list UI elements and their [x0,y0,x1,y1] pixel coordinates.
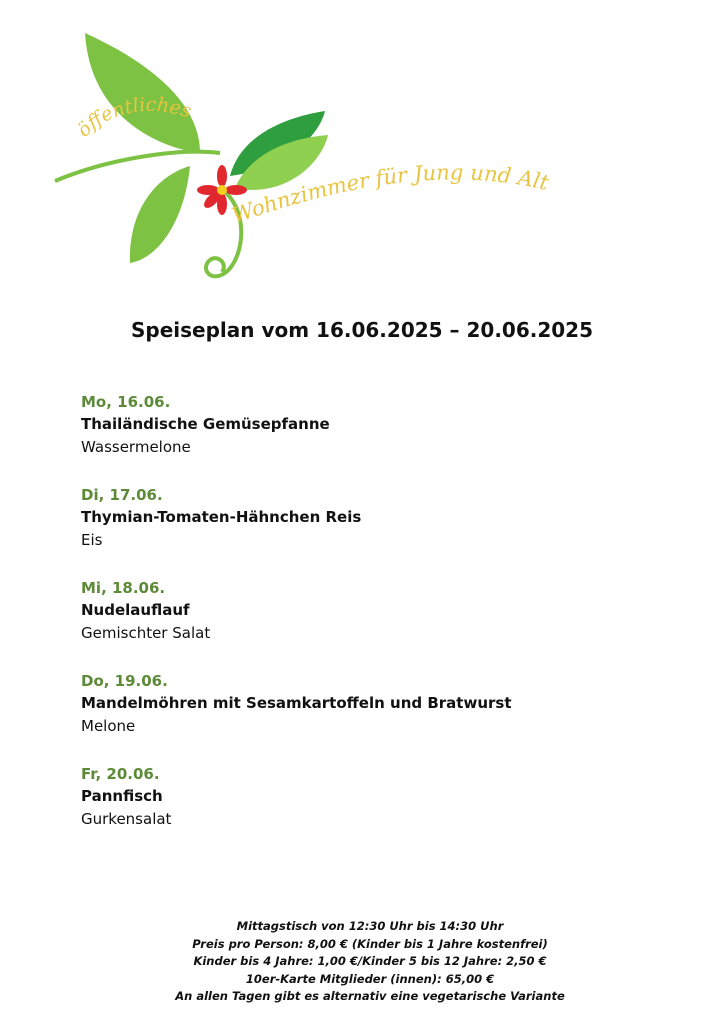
day-date: Mi, 18.06. [81,579,166,597]
day-side-dish: Wassermelone [81,438,191,456]
day-main-dish: Nudelauflauf [81,601,190,619]
footer-hours: Mittagstisch von 12:30 Uhr bis 14:30 Uhr [236,919,504,933]
day-main-dish: Thailändische Gemüsepfanne [81,415,330,433]
day-date: Fr, 20.06. [81,765,160,783]
footer-info [150,918,590,1006]
day-main-dish: Mandelmöhren mit Sesamkartoffeln und Bratwurst [81,694,512,712]
footer-vegetarian-note: An allen Tagen gibt es alternativ eine vegetarische Variante [175,989,565,1003]
menu-day-wed [81,577,681,670]
menu-list [81,391,681,856]
day-side-dish: Eis [81,531,103,549]
logo-text-line1: öffentliches [72,93,195,142]
day-side-dish: Melone [81,717,136,735]
day-side-dish: Gemischter Salat [81,624,211,642]
day-date: Do, 19.06. [81,672,168,690]
day-main-dish: Pannfisch [81,787,163,805]
menu-day-thu [81,670,681,763]
logo [50,28,640,298]
logo-text-line2: Wohnzimmer für Jung und Alt [228,160,552,228]
day-date: Di, 17.06. [81,486,163,504]
footer-price: Preis pro Person: 8,00 € (Kinder bis 1 Jahre kostenfrei) [192,936,548,951]
day-date: Mo, 16.06. [81,393,171,411]
leaf-flower-logo-icon [50,28,640,298]
menu-day-tue [81,484,681,577]
menu-day-mon [81,391,681,484]
day-side-dish: Gurkensalat [81,810,172,828]
footer-member-card: 10er-Karte Mitglieder (innen): 65,00 € [245,971,495,986]
day-main-dish: Thymian-Tomaten-Hähnchen Reis [81,508,362,526]
menu-day-fri [81,763,681,856]
page-title: Speiseplan vom 16.06.2025 – 20.06.2025 [130,318,594,342]
footer-child-price: Kinder bis 4 Jahre: 1,00 €/Kinder 5 bis 12 Jahre: 2,50 € [193,954,547,968]
